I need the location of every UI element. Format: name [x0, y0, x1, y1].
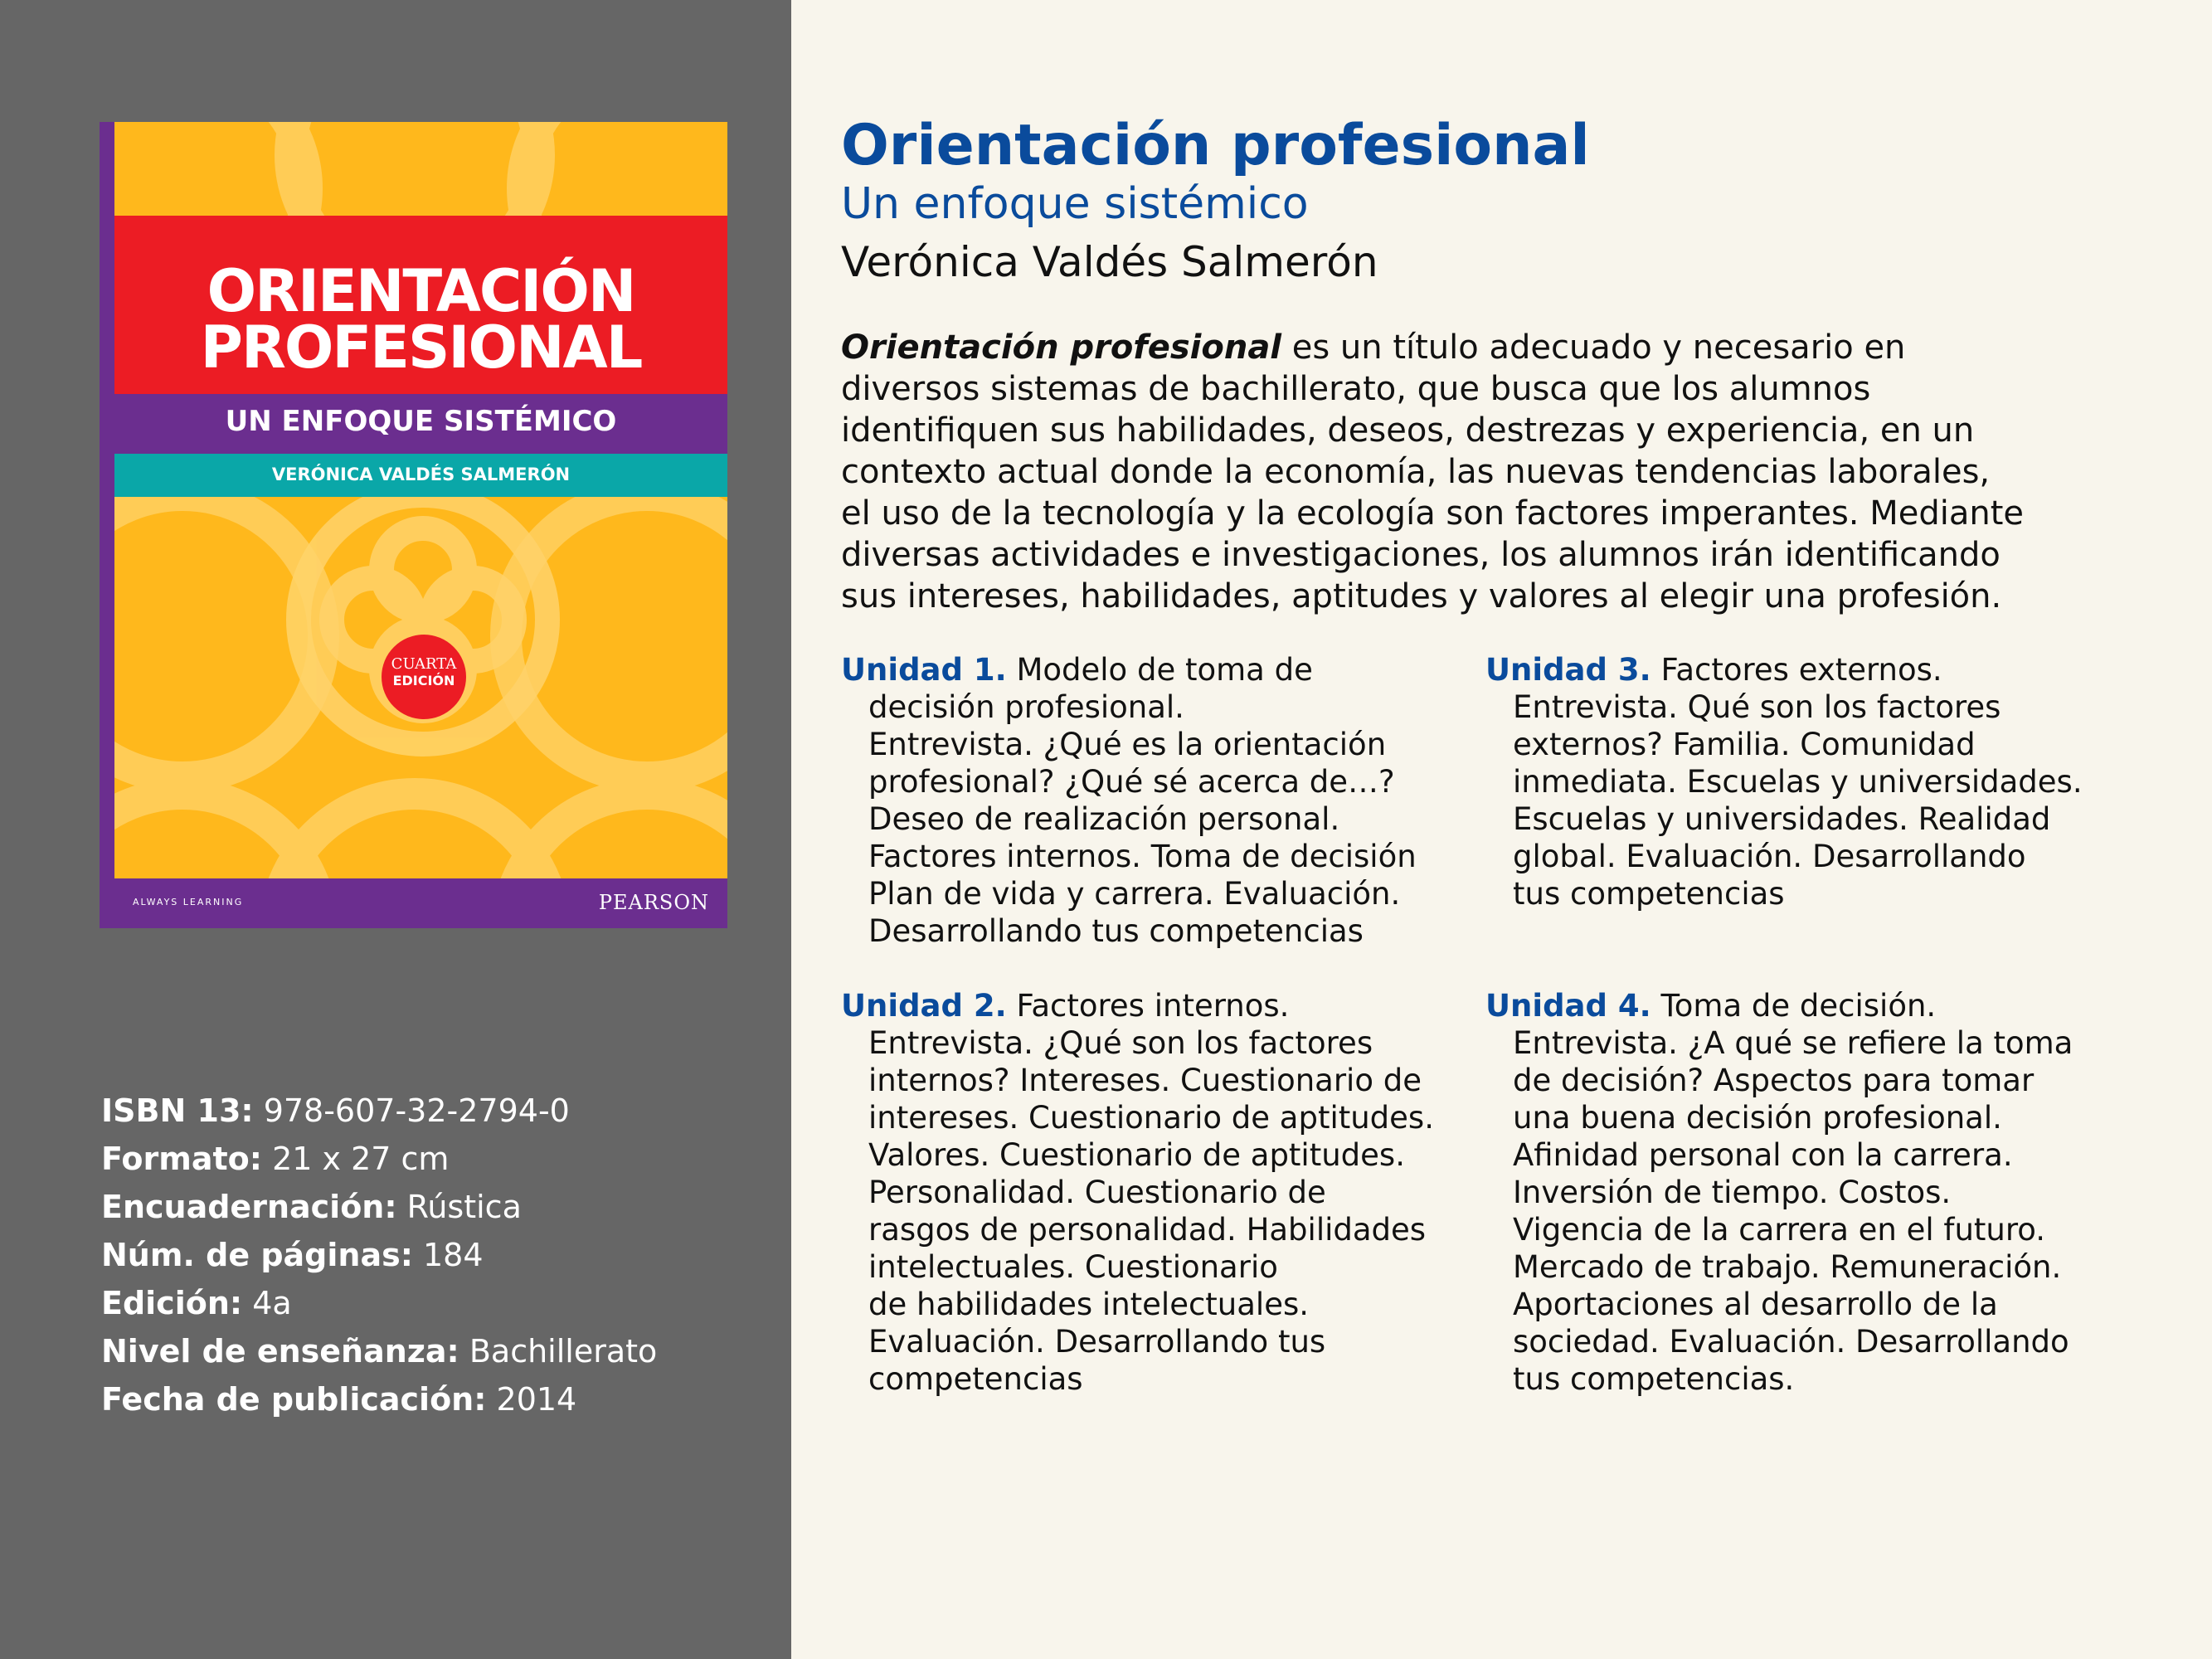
cover-spine	[100, 122, 114, 928]
spec-row	[101, 1327, 657, 1375]
spec-value: 184	[423, 1237, 484, 1273]
unit-title: Factores externos.	[1650, 652, 1942, 688]
cover-subtitle: UN ENFOQUE SISTÉMICO	[225, 405, 617, 438]
unit-content-line: Valores. Cuestionario de aptitudes.	[868, 1137, 1405, 1173]
right-panel	[791, 0, 2212, 1659]
unit-title: Modelo de toma de	[1006, 652, 1313, 688]
unit-content-line: sociedad. Evaluación. Desarrollando	[1513, 1324, 2069, 1360]
unit-content-line: tus competencias	[1513, 876, 1785, 912]
unit-content-line: internos? Intereses. Cuestionario de	[868, 1063, 1422, 1098]
unit-content-line: rasgos de personalidad. Habilidades	[868, 1212, 1427, 1248]
cover-tagline: ALWAYS LEARNING	[133, 897, 244, 907]
unit-heading	[841, 987, 1505, 1024]
book-specs	[101, 1087, 657, 1423]
unit-label: Unidad 3.	[1485, 652, 1651, 688]
unit-content-line: Factores internos. Toma de decisión	[868, 839, 1417, 874]
unit-content-line: Escuelas y universidades. Realidad	[1513, 801, 2051, 837]
unit-content-line: intereses. Cuestionario de aptitudes.	[868, 1100, 1434, 1136]
description-emphasis: Orientación profesional	[841, 328, 1282, 367]
unit-2-block	[841, 987, 1505, 1398]
unit-content-line: Entrevista. ¿Qué es la orientación	[868, 727, 1387, 762]
unit-heading	[1485, 987, 2149, 1024]
unit-label: Unidad 1.	[841, 652, 1007, 688]
unit-content-line: Deseo de realización personal.	[868, 801, 1340, 837]
spec-label: Núm. de páginas:	[101, 1237, 413, 1273]
cover-title-line1: ORIENTACIÓN	[207, 257, 635, 325]
unit-title: Toma de decisión.	[1650, 988, 1937, 1024]
cover-title	[114, 257, 727, 382]
book-cover-image	[100, 122, 727, 928]
unit-content-line: Entrevista. ¿A qué se refiere la toma	[1513, 1025, 2073, 1061]
description-line: contexto actual donde la economía, las nuevas tendencias laborales,	[841, 453, 1991, 491]
book-subtitle: Un enfoque sistémico	[841, 179, 1309, 229]
spec-value: 4a	[252, 1285, 292, 1321]
unit-content-line: de decisión? Aspectos para tomar	[1513, 1063, 2035, 1098]
book-author: Verónica Valdés Salmerón	[841, 238, 1378, 286]
unit-content-line: Mercado de trabajo. Remuneración.	[1513, 1249, 2062, 1285]
description-line: diversos sistemas de bachillerato, que busca que los alumnos	[841, 370, 1871, 408]
unit-content-line: Vigencia de la carrera en el futuro.	[1513, 1212, 2046, 1248]
unit-label: Unidad 2.	[841, 988, 1007, 1024]
unit-heading	[841, 651, 1505, 688]
description-line	[841, 327, 2151, 368]
description-line: el uso de la tecnología y la ecología son factores imperantes. Mediante	[841, 494, 2024, 533]
description-first-line: es un título adecuado y necesario en	[1281, 328, 1906, 367]
left-panel	[0, 0, 791, 1659]
book-title: Orientación profesional	[841, 113, 1590, 178]
spec-label: Fecha de publicación:	[101, 1381, 487, 1418]
unit-content-line: Afinidad personal con la carrera.	[1513, 1137, 2013, 1173]
unit-1-block	[841, 651, 1505, 950]
description-line: identifiquen sus habilidades, deseos, destrezas y experiencia, en un	[841, 411, 1975, 450]
description-line: diversas actividades e investigaciones, los alumnos irán identificando	[841, 536, 2001, 574]
unit-content-line: decisión profesional.	[868, 689, 1184, 725]
unit-content-line: competencias	[868, 1361, 1083, 1397]
unit-content-line: global. Evaluación. Desarrollando	[1513, 839, 2026, 874]
spec-value: Rústica	[406, 1189, 522, 1225]
unit-content-line: de habilidades intelectuales.	[868, 1287, 1310, 1322]
unit-content-line: Aportaciones al desarrollo de la	[1513, 1287, 1998, 1322]
unit-content-line: intelectuales. Cuestionario	[868, 1249, 1278, 1285]
badge-line2: EDICIÓN	[392, 673, 455, 688]
spec-label: Formato:	[101, 1141, 262, 1177]
spec-value: 978-607-32-2794-0	[263, 1092, 570, 1129]
spec-label: Encuadernación:	[101, 1189, 397, 1225]
unit-content-line: Personalidad. Cuestionario de	[868, 1175, 1326, 1210]
spec-row	[101, 1135, 657, 1183]
cover-author: VERÓNICA VALDÉS SALMERÓN	[271, 465, 571, 484]
unit-content-line: Inversión de tiempo. Costos.	[1513, 1175, 1952, 1210]
spec-row	[101, 1087, 657, 1135]
unit-content-line: Evaluación. Desarrollando tus	[868, 1324, 1326, 1360]
unit-content-line: externos? Familia. Comunidad	[1513, 727, 1976, 762]
unit-content-line: Plan de vida y carrera. Evaluación.	[868, 876, 1401, 912]
spec-value: 21 x 27 cm	[272, 1141, 450, 1177]
unit-heading	[1485, 651, 2149, 688]
spec-label: ISBN 13:	[101, 1092, 254, 1129]
publisher-logo: PEARSON	[598, 891, 709, 914]
spec-row	[101, 1279, 657, 1327]
unit-title: Factores internos.	[1006, 988, 1290, 1024]
description-line: sus intereses, habilidades, aptitudes y valores al elegir una profesión.	[841, 577, 2002, 615]
book-description	[841, 327, 2151, 617]
spec-value: Bachillerato	[469, 1333, 658, 1370]
spec-row	[101, 1231, 657, 1279]
unit-label: Unidad 4.	[1485, 988, 1651, 1024]
unit-content-line: tus competencias.	[1513, 1361, 1795, 1397]
unit-content-line: Desarrollando tus competencias	[868, 913, 1364, 949]
spec-label: Nivel de enseñanza:	[101, 1333, 459, 1370]
unit-content-line: profesional? ¿Qué sé acerca de…?	[868, 764, 1395, 800]
spec-row	[101, 1375, 657, 1423]
unit-content-line: Entrevista. ¿Qué son los factores	[868, 1025, 1373, 1061]
edition-badge	[382, 635, 466, 719]
unit-4-block	[1485, 987, 2149, 1398]
badge-line1: CUARTA	[391, 655, 457, 673]
unit-content-line: inmediata. Escuelas y universidades.	[1513, 764, 2083, 800]
unit-3-block	[1485, 651, 2149, 912]
spec-label: Edición:	[101, 1285, 243, 1321]
spec-row	[101, 1183, 657, 1231]
unit-content-line: Entrevista. Qué son los factores	[1513, 689, 2001, 725]
cover-title-line2: PROFESIONAL	[200, 314, 642, 382]
unit-content-line: una buena decisión profesional.	[1513, 1100, 2002, 1136]
spec-value: 2014	[496, 1381, 577, 1418]
